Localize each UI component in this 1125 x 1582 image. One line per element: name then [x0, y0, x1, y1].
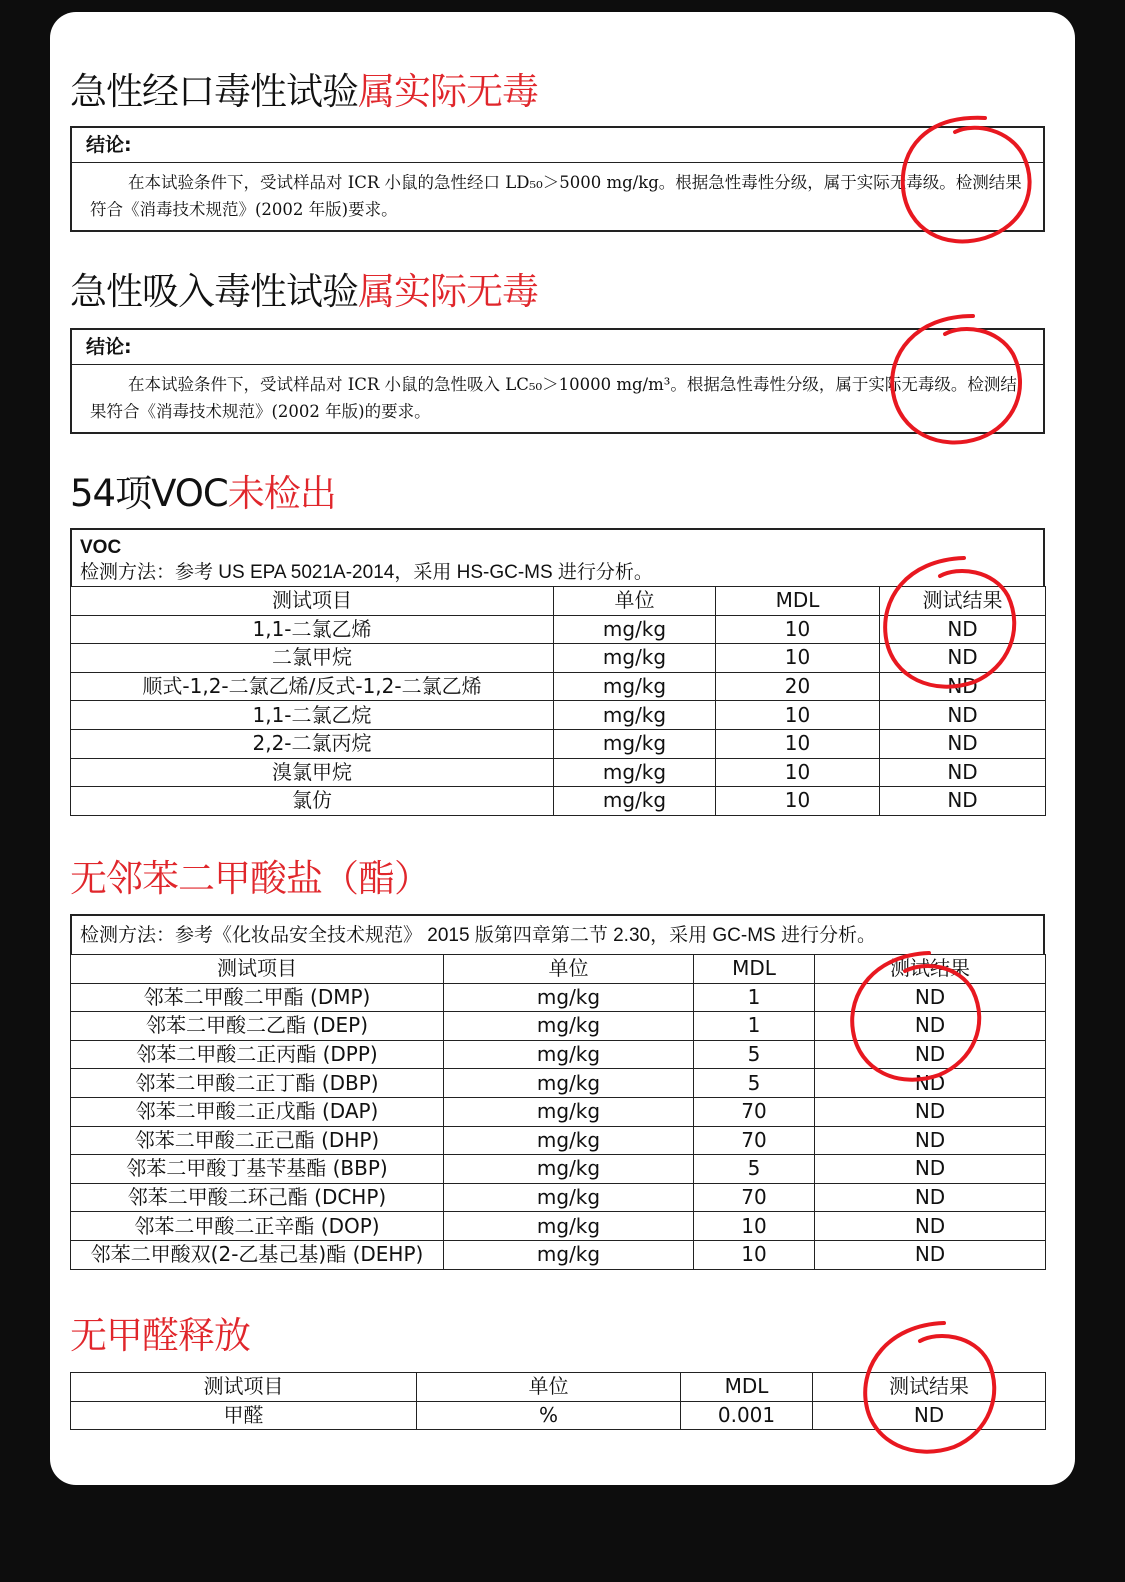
table-cell: 顺式-1,2-二氯乙烯/反式-1,2-二氯乙烯 — [71, 672, 554, 701]
voc-heading — [70, 472, 336, 516]
table-cell: 10 — [694, 1212, 815, 1241]
column-header: 单位 — [554, 587, 716, 616]
column-header: MDL — [694, 955, 815, 984]
table-cell: 溴氯甲烷 — [71, 758, 554, 787]
inhalation-title: 急性吸入毒性试验 — [70, 270, 358, 313]
table-cell: mg/kg — [554, 787, 716, 816]
table-cell: ND — [815, 1040, 1046, 1069]
table-cell: ND — [815, 1212, 1046, 1241]
column-header: 测试结果 — [815, 955, 1046, 984]
table-cell: ND — [815, 1097, 1046, 1126]
table-cell: 邻苯二甲酸二正戊酯 (DAP) — [71, 1097, 444, 1126]
table-cell: 1 — [694, 983, 815, 1012]
voc-box-title: VOC — [80, 537, 122, 558]
table-cell: ND — [815, 1183, 1046, 1212]
table-cell: 70 — [694, 1097, 815, 1126]
table-cell: 邻苯二甲酸二甲酯 (DMP) — [71, 983, 444, 1012]
column-header: MDL — [716, 587, 880, 616]
column-header: 测试项目 — [71, 955, 444, 984]
conclusion-label: 结论: — [72, 128, 1043, 163]
table-cell: ND — [880, 758, 1046, 787]
table-cell: mg/kg — [444, 1040, 694, 1069]
column-header: 测试项目 — [71, 1373, 417, 1402]
table-cell: 1 — [694, 1012, 815, 1041]
phthalate-method: 检测方法：参考《化妆品安全技术规范》 2015 版第四章第二节 2.30，采用 GC-MS 进行分析。 — [80, 925, 876, 946]
table-cell: mg/kg — [444, 1240, 694, 1269]
table-cell: 1,1-二氯乙烯 — [71, 615, 554, 644]
table-cell: 5 — [694, 1040, 815, 1069]
table-row — [71, 1155, 1046, 1184]
table-cell: mg/kg — [444, 1069, 694, 1098]
table-cell: 10 — [694, 1240, 815, 1269]
table-cell: mg/kg — [554, 672, 716, 701]
table-cell: ND — [815, 1126, 1046, 1155]
red-circle-annotation — [885, 310, 1035, 460]
oral-verdict: 属实际无毒 — [358, 70, 538, 113]
inhalation-verdict: 属实际无毒 — [358, 270, 538, 313]
conclusion-text: 在本试验条件下，受试样品对 ICR 小鼠的急性经口 LD₅₀＞5000 mg/kg。根据急性毒性分级，属于实际无毒级。检测结果符合《消毒技术规范》(2002 年版)要求。 — [90, 173, 1022, 219]
table-cell: ND — [880, 644, 1046, 673]
table-cell: ND — [815, 1012, 1046, 1041]
oral-title: 急性经口毒性试验 — [70, 70, 358, 113]
table-cell: 邻苯二甲酸二环己酯 (DCHP) — [71, 1183, 444, 1212]
table-cell: mg/kg — [554, 644, 716, 673]
table-cell: ND — [880, 701, 1046, 730]
red-circle-annotation — [895, 110, 1045, 260]
table-cell: 1,1-二氯乙烷 — [71, 701, 554, 730]
formaldehyde-heading: 无甲醛释放 — [70, 1314, 250, 1357]
phthalate-heading: 无邻苯二甲酸盐（酯） — [70, 857, 430, 900]
table-cell: ND — [815, 1155, 1046, 1184]
column-header: 测试项目 — [71, 587, 554, 616]
table-cell: 邻苯二甲酸二正丁酯 (DBP) — [71, 1069, 444, 1098]
table-row — [71, 729, 1046, 758]
table-cell: ND — [815, 1240, 1046, 1269]
table-cell: 10 — [716, 644, 880, 673]
table-cell: mg/kg — [554, 615, 716, 644]
conclusion-label: 结论: — [72, 330, 1043, 365]
table-cell: 10 — [716, 729, 880, 758]
table-cell: mg/kg — [554, 758, 716, 787]
report-card — [50, 12, 1075, 1485]
table-cell: 氯仿 — [71, 787, 554, 816]
red-circle-annotation — [858, 1317, 1008, 1467]
table-cell: 邻苯二甲酸双(2-乙基己基)酯 (DEHP) — [71, 1240, 444, 1269]
table-row — [71, 758, 1046, 787]
table-row — [71, 1126, 1046, 1155]
inhalation-toxicity-heading — [70, 270, 538, 314]
table-cell: ND — [880, 672, 1046, 701]
table-cell: ND — [815, 1069, 1046, 1098]
table-cell: 20 — [716, 672, 880, 701]
table-cell: ND — [880, 615, 1046, 644]
table-row — [71, 1183, 1046, 1212]
table-cell: 10 — [716, 787, 880, 816]
table-cell: 邻苯二甲酸二乙酯 (DEP) — [71, 1012, 444, 1041]
table-row — [71, 787, 1046, 816]
column-header: 单位 — [417, 1373, 681, 1402]
voc-title: 54项VOC — [70, 472, 228, 515]
column-header: 测试结果 — [880, 587, 1046, 616]
table-cell: mg/kg — [444, 1097, 694, 1126]
oral-toxicity-heading — [70, 70, 538, 114]
table-cell: 0.001 — [681, 1401, 813, 1430]
table-cell: mg/kg — [444, 983, 694, 1012]
table-cell: 邻苯二甲酸二正己酯 (DHP) — [71, 1126, 444, 1155]
table-cell: ND — [880, 729, 1046, 758]
table-cell: mg/kg — [444, 1012, 694, 1041]
table-cell: mg/kg — [444, 1212, 694, 1241]
table-cell: 邻苯二甲酸二正辛酯 (DOP) — [71, 1212, 444, 1241]
table-row — [71, 1097, 1046, 1126]
conclusion-text: 在本试验条件下，受试样品对 ICR 小鼠的急性吸入 LC₅₀＞10000 mg/m³。根据急性毒性分级，属于实际无毒级。检测结果符合《消毒技术规范》(2002 年版)的要求。 — [90, 375, 1017, 421]
red-circle-annotation — [878, 552, 1028, 702]
table-cell: mg/kg — [554, 729, 716, 758]
table-cell: 2,2-二氯丙烷 — [71, 729, 554, 758]
table-cell: 5 — [694, 1069, 815, 1098]
table-cell: 10 — [716, 758, 880, 787]
voc-method: 检测方法：参考 US EPA 5021A-2014，采用 HS-GC-MS 进行分析。 — [80, 562, 653, 583]
voc-verdict: 未检出 — [227, 472, 336, 515]
table-cell: ND — [815, 983, 1046, 1012]
table-cell: 5 — [694, 1155, 815, 1184]
table-cell: % — [417, 1401, 681, 1430]
table-cell: 二氯甲烷 — [71, 644, 554, 673]
table-cell: 70 — [694, 1126, 815, 1155]
table-cell: 70 — [694, 1183, 815, 1212]
table-cell: mg/kg — [444, 1126, 694, 1155]
table-row — [71, 1212, 1046, 1241]
table-cell: 邻苯二甲酸丁基苄基酯 (BBP) — [71, 1155, 444, 1184]
red-circle-annotation — [845, 947, 995, 1097]
table-cell: mg/kg — [554, 701, 716, 730]
column-header: 单位 — [444, 955, 694, 984]
table-row — [71, 1240, 1046, 1269]
table-cell: ND — [813, 1401, 1046, 1430]
table-cell: mg/kg — [444, 1183, 694, 1212]
table-cell: ND — [880, 787, 1046, 816]
table-row — [71, 701, 1046, 730]
table-cell: 10 — [716, 701, 880, 730]
column-header: 测试结果 — [813, 1373, 1046, 1402]
table-cell: 甲醛 — [71, 1401, 417, 1430]
table-cell: 10 — [716, 615, 880, 644]
table-cell: 邻苯二甲酸二正丙酯 (DPP) — [71, 1040, 444, 1069]
column-header: MDL — [681, 1373, 813, 1402]
table-cell: mg/kg — [444, 1155, 694, 1184]
